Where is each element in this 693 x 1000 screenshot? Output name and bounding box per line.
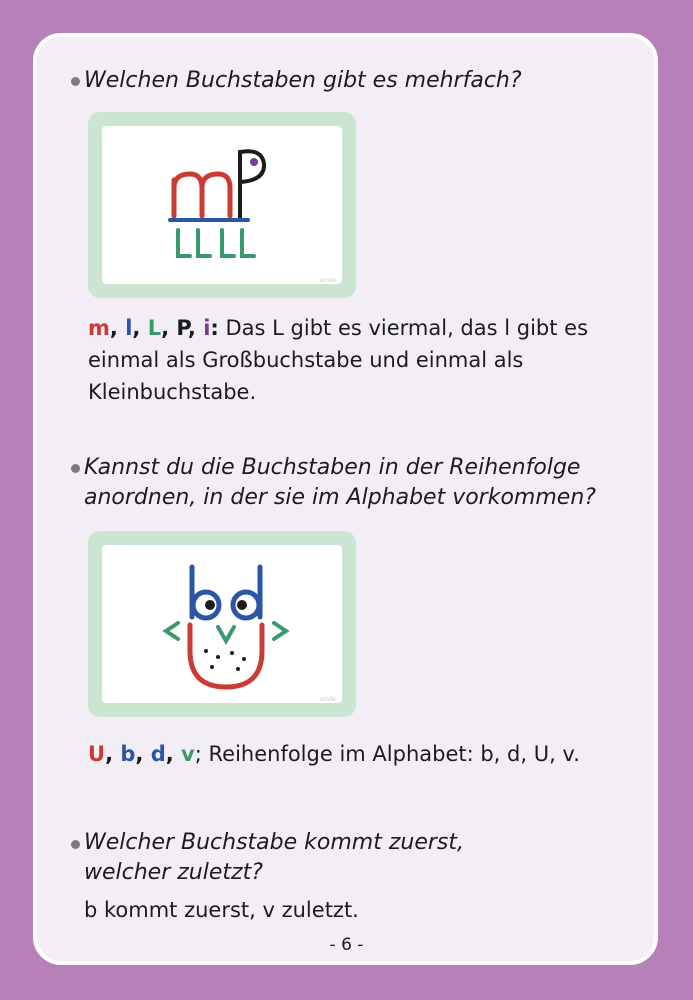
answer-2-letter-v: v [181, 742, 195, 766]
answer-1-letter-L: L [147, 316, 162, 340]
bullet-point [71, 464, 80, 473]
answer-1-letter-i: i [203, 316, 211, 340]
answer-3: b kommt zuerst, v zuletzt. [84, 898, 359, 922]
answer-1: m, l, L, P, i: Das L gibt es viermal, das l gibt es einmal als Großbuchstabe und einmal als Kleinbuchstabe. [88, 316, 589, 404]
picture-2-frame [102, 545, 342, 703]
answer-1-letter-l: l [125, 316, 133, 340]
answer-1-letter-m: m [88, 316, 110, 340]
answer-2-letter-d: d [150, 742, 166, 766]
picture-1-frame [102, 126, 342, 284]
question-3: Welcher Buchstabe kommt zuerst, welcher zuletzt? [84, 830, 464, 885]
answer-1-letter-P: P [176, 316, 188, 340]
letter-figure-mp [102, 126, 342, 284]
question-2: Kannst du die Buchstaben in der Reihenfolge anordnen, in der sie im Alphabet vorkommen? [84, 455, 596, 510]
answer-2-text: ; Reihenfolge im Alphabet: b, d, U, v. [194, 742, 580, 766]
picture-1 [88, 112, 356, 298]
answer-2-letter-b: b [120, 742, 136, 766]
picture-2-tag: smile [320, 696, 336, 703]
picture-1-tag: smile [320, 277, 336, 284]
letter-figure-bdv [102, 545, 342, 703]
question-1: Welchen Buchstaben gibt es mehrfach? [84, 68, 522, 93]
answer-2: U, b, d, v; Reihenfolge im Alphabet: b, d, U, v. [88, 742, 580, 766]
answer-1-text: Das L gibt es viermal, das l gibt es einmal als Großbuchstabe und einmal als Kleinbuchstabe. [88, 316, 589, 404]
answer-2-letter-U: U [88, 742, 106, 766]
picture-2 [88, 531, 356, 717]
bullet-point [71, 77, 80, 86]
page-number: - 6 - [329, 935, 364, 955]
bullet-point [71, 840, 80, 849]
